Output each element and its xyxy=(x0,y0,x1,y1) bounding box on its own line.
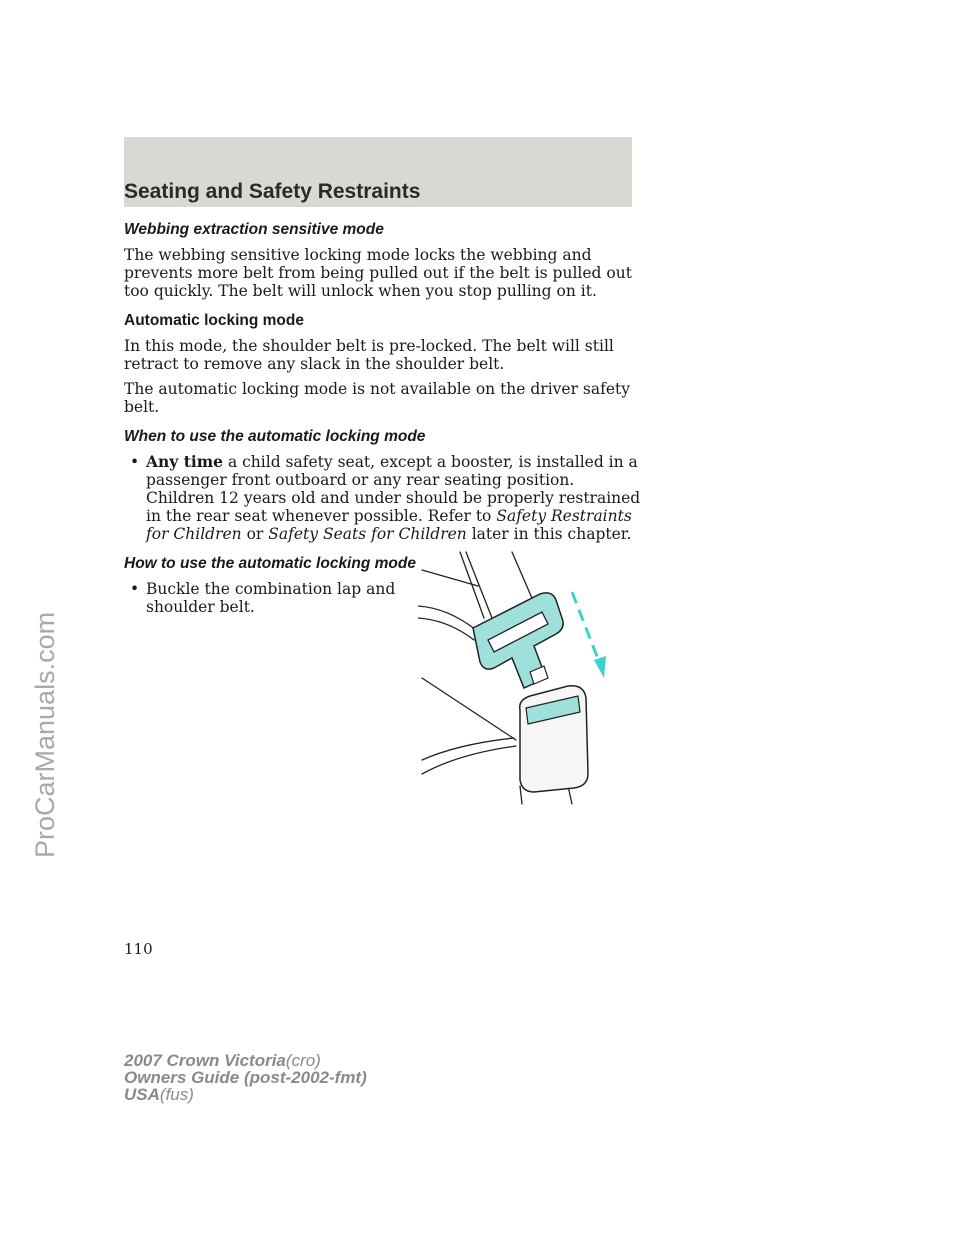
paragraph-automatic-2: The automatic locking mode is not available on the driver safety belt. xyxy=(124,380,631,416)
paragraph-automatic-1: In this mode, the shoulder belt is pre-locked. The belt will still retract to remove any slack in the shoulder belt. xyxy=(124,337,614,373)
bullet-text-2: later in this chapter. xyxy=(471,525,632,543)
pull-direction-arrow xyxy=(572,592,600,664)
footer-market: USA xyxy=(124,1085,160,1104)
footer-guide: Owners Guide (post-2002-fmt) xyxy=(124,1068,367,1087)
heading-when: When to use the automatic locking mode xyxy=(124,428,426,445)
bullet-dot: • xyxy=(130,580,140,598)
footer-model: 2007 Crown Victoria xyxy=(124,1051,286,1070)
reference-safety-restraints: Safety Restraints for Children xyxy=(146,507,632,543)
footer-model-code: (cro) xyxy=(285,1051,321,1070)
list-item-when xyxy=(124,453,644,543)
footer-market-code: (fus) xyxy=(159,1085,194,1104)
list-item-how xyxy=(124,580,396,616)
paragraph-webbing: The webbing sensitive locking mode locks the webbing and prevents more belt from being pulled out if the belt is pulled out too quickly. The belt will unlock when you stop pulling on it. xyxy=(124,246,632,300)
bullet-or: or xyxy=(246,525,264,543)
reference-safety-seats: Safety Seats for Children xyxy=(268,525,467,543)
bullet-text: Buckle the combination lap and shoulder belt. xyxy=(146,580,396,616)
bullet-dot: • xyxy=(130,453,140,471)
heading-automatic: Automatic locking mode xyxy=(124,312,304,329)
heading-webbing: Webbing extraction sensitive mode xyxy=(124,221,384,238)
page-number: 110 xyxy=(124,940,153,958)
watermark-text: ProCarManuals.com xyxy=(30,611,60,858)
seatbelt-buckle-illustration xyxy=(418,548,618,812)
heading-how: How to use the automatic locking mode xyxy=(124,555,416,572)
buckle-tongue xyxy=(473,593,563,688)
section-title: Seating and Safety Restraints xyxy=(124,180,421,203)
bullet-text-1: a child safety seat, except a booster, is installed in a passenger front outboard or any rear seating position. Children 12 years old and under should be properly restrained in the rear seat whenever possible. Refer to xyxy=(146,453,641,525)
bullet-lead: Any time xyxy=(146,452,224,471)
document-footer xyxy=(124,1052,367,1103)
watermark xyxy=(10,540,70,860)
